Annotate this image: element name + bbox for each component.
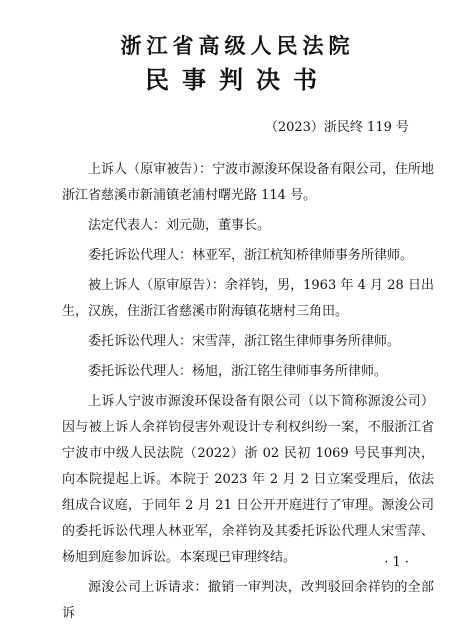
appellee-agent-paragraph-2: 委托诉讼代理人：杨旭，浙江铭生律师事务所律师。 [88, 364, 388, 379]
appellee-paragraph: 被上诉人（原审原告）：余祥钧，男，1963 年 4 月 28 日出生，汉族，住浙江省慈溪市附海镇花塘村三角田。 [62, 278, 434, 319]
appellee-agent-paragraph-1: 委托诉讼代理人：宋雪萍，浙江铭生律师事务所律师。 [88, 334, 401, 349]
appeal-request-paragraph: 源浚公司上诉请求：撤销一审判决，改判驳回余祥钧的全部诉 [62, 580, 434, 621]
case-background-paragraph: 上诉人宁波市源浚环保设备有限公司（以下简称源浚公司）因与被上诉人余祥钧侵害外观设计专利权纠纷一案，不服浙江省宁波市中级人民法院（2022）浙 02 民初 1069 号民事判决，向本院提起上诉。本院于 2023 年 2 月 2 日立案受理后，依法组成合议庭，于同年 2 月 21 日公开开庭进行了审理。源浚公司的委托诉讼代理人林亚军，余祥钧及其委托诉讼代理人宋雪萍、杨旭到庭参加诉讼。本案现已审理终结。 [62, 394, 434, 565]
page-number: · 1 · [384, 555, 409, 570]
case-number: （2023）浙民终 119 号 [264, 120, 409, 135]
appellant-agent-paragraph: 委托诉讼代理人：林亚军，浙江杭知桥律师事务所律师。 [88, 248, 414, 263]
document-body [62, 157, 434, 627]
court-name-heading: 浙江省高级人民法院 [120, 33, 355, 58]
document-type-heading: 民事判决书 [145, 65, 330, 94]
legal-representative-paragraph: 法定代表人：刘元勋，董事长。 [88, 218, 271, 233]
appellant-paragraph: 上诉人（原审被告）：宁波市源浚环保设备有限公司，住所地浙江省慈溪市新浦镇老浦村曙光路 114 号。 [62, 162, 434, 203]
